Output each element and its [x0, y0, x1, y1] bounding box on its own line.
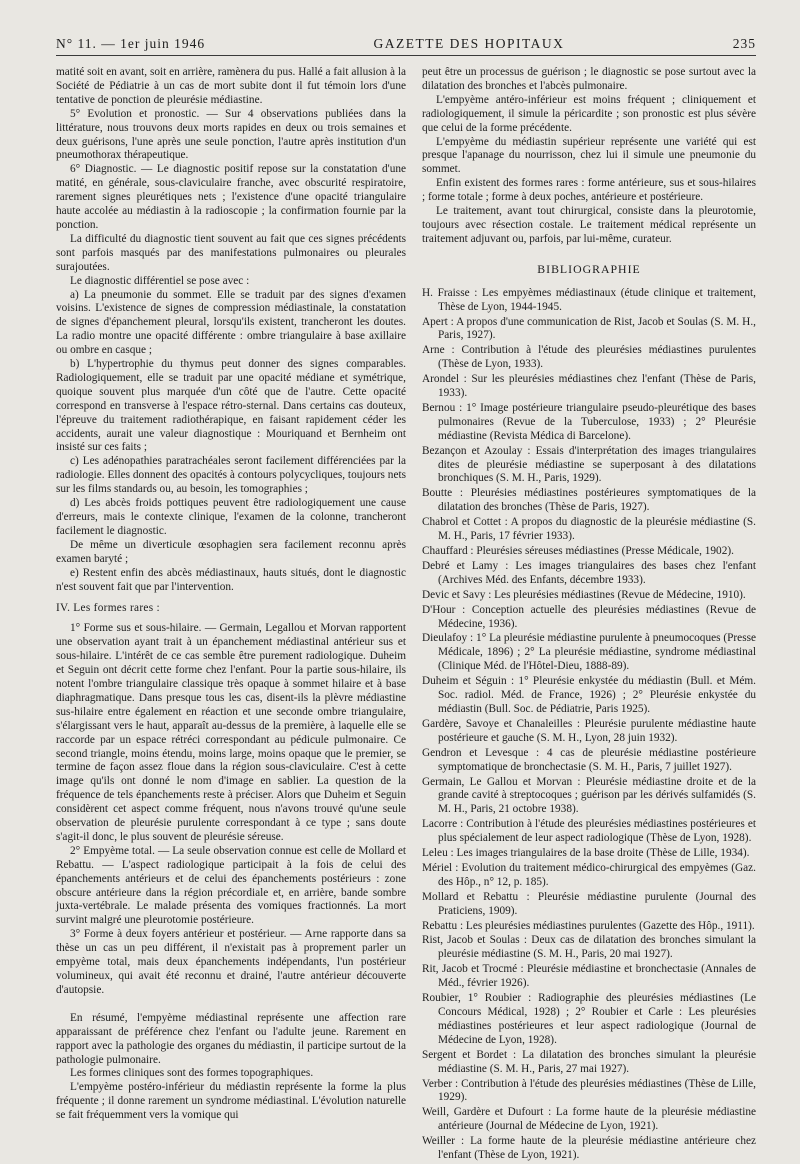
bibliography-list	[422, 287, 756, 1163]
bibliography-entry: Chauffard : Pleurésies séreuses médiastines (Presse Médicale, 1902).	[422, 545, 734, 557]
paragraph: 3° Forme à deux foyers antérieur et postérieur. — Arne rapporte dans sa thèse un cas un peu différent, il n'existait pas à proprement parler un empyème total, mais deux épanchements indépendants, l'un postérieur volumineux, qui avait été reconnu et drainé, l'autre antérieur découverte d'autopsie.	[56, 928, 406, 996]
right-column	[422, 66, 756, 1164]
bibliography-entry: Weiller : La forme haute de la pleurésie médiastine antérieure chez l'enfant (Thèse de Lyon, 1921).	[422, 1135, 756, 1162]
bibliography-entry: Gendron et Levesque : 4 cas de pleurésie médiastine postérieure symptomatique de bronchectasie (S. M. H., Paris, 7 juillet 1927).	[422, 746, 756, 773]
paragraph: a) La pneumonie du sommet. Elle se traduit par des signes d'examen voisins. L'existence de signes de compression médiastinale, la constatation de signes d'épanchement pleural, lorsqu'ils existent, trancheront les doutes. La radio montre une opacité différente : ombre triangulaire à base axillaire ou ombre en casque ;	[56, 288, 406, 357]
bibliography-entry: Weill, Gardère et Dufourt : La forme haute de la pleurésie médiastine antérieure (Journal de Médecine de Lyon, 1921).	[422, 1106, 756, 1133]
two-column-body	[56, 66, 756, 1162]
paragraph: e) Restent enfin des abcès médiastinaux, hauts situés, dont le diagnostic n'est souvent fait que par l'intervention.	[56, 566, 406, 593]
issue-date: N° 11. — 1er juin 1946	[56, 36, 206, 51]
paragraph: matité soit en avant, soit en arrière, ramènera du pus. Hallé a fait allusion à la Société de Pédiatrie à un cas de mort subite dont il fut témoin lors d'une tentative de ponction de pleurésie médiastine.	[56, 66, 406, 106]
bibliography-entry: Verber : Contribution à l'étude des pleurésies médiastines (Thèse de Lille, 1929).	[422, 1077, 756, 1104]
bibliography-entry: Bernou : 1° Image postérieure triangulaire pseudo-pleurétique des bases pulmonaires (Revue de la Tuberculose, 1933) ; 2° Pleurésie médiastine (Revista Médica di Barcelone).	[422, 401, 756, 442]
paragraph: La difficulté du diagnostic tient souvent au fait que ces signes précédents sont parfois masqués par des manifestations pulmonaires ou pleurales surajoutées.	[56, 232, 406, 273]
bibliography-entry: Apert : A propos d'une communication de Rist, Jacob et Soulas (S. M. H., Paris, 1927).	[422, 315, 756, 342]
bibliography-entry: Chabrol et Cottet : A propos du diagnostic de la pleurésie médiastine (S. M. H., Paris, 17 février 1933).	[422, 516, 756, 543]
journal-title: GAZETTE DES HOPITAUX	[373, 36, 565, 51]
bibliography-entry: Mériel : Evolution du traitement médico-chirurgical des empyèmes (Gaz. des Hôp., n° 12, p. 185).	[422, 861, 756, 888]
bibliography-entry: Arondel : Sur les pleurésies médiastines chez l'enfant (Thèse de Paris, 1933).	[422, 373, 756, 400]
bibliography-entry: Lacorre : Contribution à l'étude des pleurésies médiastines postérieures et plus spécialement de leur aspect radiologique (Thèse de Lyon, 1928).	[422, 818, 756, 845]
bibliography-entry: Roubier, 1° Roubier : Radiographie des pleurésies médiastines (Le Concours Médical, 1928) ; 2° Roubier et Carle : Les pleurésies médiastines postérieures et leur aspect radiologique (Journal de Médecine de Lyon, 1928).	[422, 992, 756, 1046]
bibliography-entry: H. Fraisse : Les empyèmes médiastinaux (étude clinique et traitement, Thèse de Lyon, 1944-1945.	[422, 286, 756, 313]
paragraph: L'empyème antéro-inférieur est moins fréquent ; cliniquement et radiologiquement, il simule la péricardite ; son pronostic est plus sévère que celui de la forme précédente.	[422, 93, 756, 134]
bibliography-entry: Sergent et Bordet : La dilatation des bronches simulant la pleurésie médiastine (S. M. H., Paris, 27 mai 1927).	[422, 1048, 756, 1075]
bibliography-entry: D'Hour : Conception actuelle des pleurésies médiastines (Revue de Médecine, 1936).	[422, 603, 756, 630]
paragraph: L'empyème du médiastin supérieur représente une variété qui est presque l'apanage du nourrisson, chez lui il simule une pneumonie du sommet.	[422, 135, 756, 176]
summary-paragraph: En résumé, l'empyème médiastinal représente une affection rare apparaissant de préférence chez l'enfant ou l'adulte jeune. Rarement en rapport avec la pathologie des organes du médiastin, il participe surtout de la pathologie pulmonaire.	[56, 1011, 406, 1066]
paragraph: 1° Forme sus et sous-hilaire. — Germain, Legallou et Morvan rapportent une observation ayant trait à un épanchement médiastinal antérieur sus et sous-hilaire. L'intérêt de ce cas semble être purement radiologique. Duheim et Seguin ont décrit cette forme chez l'enfant. Pour la partie sous-hilaire, ils notent l'ombre triangulaire classique très opaque à sommet hilaire et à base diaphragmatique. Dans presque tous les cas, disent-ils la plèvre médiastine sus-hilaire entre également en réaction et une seconde ombre triangulaire, s'élargissant vers le haut, apparaît au-dessus de la première, à laquelle elle se raccorde par un espace rétréci correspondant au pédicule pulmonaire. Ce second triangle, moins étendu, moins large, moins opaque que le premier, se termine de façon assez floue dans la région sous-claviculaire. C'est à cette image qu'ils ont donné le nom d'image en sablier. La question de la fréquence de tels épanchements reste à préciser. Alors que Duheim et Seguin considèrent cet aspect comme fréquent, nous n'avons trouvé qu'une seule observation de pleurésie purulente correspondant à ce type ; sans doute s'agit-il donc, le plus souvent de pleurésie séreuse.	[56, 622, 406, 843]
bibliography-entry: Mollard et Rebattu : Pleurésie médiastine purulente (Journal des Praticiens, 1909).	[422, 890, 756, 917]
bibliography-entry: Debré et Lamy : Les images triangulaires des bases chez l'enfant (Archives Méd. des Enfants, décembre 1933).	[422, 559, 756, 586]
paragraph: Le traitement, avant tout chirurgical, consiste dans la pleurotomie, toujours avec résection costale. Le traitement médical représente un traitement adjuvant ou, parfois, par lui-même, curateur.	[422, 205, 756, 245]
bibliography-entry: Devic et Savy : Les pleurésies médiastines (Revue de Médecine, 1910).	[422, 588, 746, 601]
bibliography-entry: Leleu : Les images triangulaires de la base droite (Thèse de Lille, 1934).	[422, 847, 750, 860]
paragraph: c) Les adénopathies paratrachéales seront facilement différenciées par la radiologie. Elles donnent des opacités à contours polycycliques, toujours nets sur les films standards ou, au besoin, les tomographies ;	[56, 455, 406, 496]
paragraph: Le diagnostic différentiel se pose avec :	[70, 274, 250, 287]
bibliography-entry: Duheim et Séguin : 1° Pleurésie enkystée du médiastin (Bull. et Mém. Soc. radiol. Méd. de France, 1926) ; 2° Pleurésie enkystée du médiastin (Bull. Soc. de Pédiatrie, Paris 1925).	[422, 675, 756, 715]
bibliography-entry: Rebattu : Les pleurésies médiastines purulentes (Gazette des Hôp., 1911).	[422, 919, 755, 932]
paragraph: peut être un processus de guérison ; le diagnostic se pose surtout avec la dilatation des bronches et l'abcès pulmonaire.	[422, 66, 756, 92]
paragraph: 2° Empyème total. — La seule observation connue est celle de Mollard et Rebattu. — L'aspect radiologique participait à la fois de celui des épanchements antérieurs et de celui des épanchements postérieurs : zone obscure antérieure dans la région précordiale et, en arrière, bande sombre juxta-vertébrale. Le malade présenta des vomiques fractionnés. La mort survint malgré une pleurotomie postérieure.	[56, 844, 406, 927]
paragraph: De même un diverticule œsophagien sera facilement reconnu après examen baryté ;	[56, 538, 406, 565]
bibliography-entry: Arne : Contribution à l'étude des pleurésies médiastines purulentes (Thèse de Lyon, 1933).	[422, 344, 756, 371]
section-heading: IV. Les formes rares :	[56, 602, 160, 615]
summary-paragraph: L'empyème postéro-inférieur du médiastin représente la forme la plus fréquente ; il donne rarement un syndrome médiastinal. L'évolution naturelle se fait fréquemment vers la vomique qui	[56, 1081, 406, 1122]
summary-paragraph: Les formes cliniques sont des formes topographiques.	[70, 1067, 314, 1080]
bibliography-heading: BIBLIOGRAPHIE	[537, 261, 641, 276]
paragraph: 5° Evolution et pronostic. — Sur 4 observations publiées dans la littérature, nous trouvons deux morts rapides en deux ou trois semaines et deux guérisons, l'une après une seule ponction, l'autre après institution d'un pneumothorax thérapeutique.	[56, 107, 406, 162]
running-header	[56, 36, 756, 56]
paragraph: b) L'hypertrophie du thymus peut donner des signes comparables. Radiologiquement, elle se traduit par une opacité médiane et symétrique, quoique souvent plus marquée d'un côté que de l'autre. Cette opacité correspond en transverse à l'espace rétro-sternal. Dans certains cas douteux, l'épreuve du traitement radiothérapique, en faisant rapidement céder les accidents, aurait une valeur diagnostique : Mouriquand et Bernheim ont insisté sur ces faits ;	[56, 358, 406, 454]
paragraph: Enfin existent des formes rares : forme antérieure, sus et sous-hilaires ; forme totale ; forme à deux poches, antérieure et postérieure.	[422, 177, 756, 204]
bibliography-entry: Bezançon et Azoulay : Essais d'interprétation des images triangulaires dites de pleurésie médiastine se superposant à des dilatations bronchiques (S. M. H., Paris, 1929).	[422, 444, 756, 485]
page-number: 235	[732, 36, 756, 51]
bibliography-entry: Dieulafoy : 1° La pleurésie médiastine purulente à pneumocoques (Presse Médicale, 1896) ; 2° La pleurésie médiastine, syndrome médiastinal (Clinique Méd. de l'Hôtel-Dieu, 1888-89).	[422, 632, 756, 673]
paragraph: 6° Diagnostic. — Le diagnostic positif repose sur la constatation d'une matité, en générale, sous-claviculaire franche, avec obscurité respiratoire, rarement signes pleurétiques nets ; l'existence d'une opacité triangulaire haute accolée au médiastin à la radioscopie ; la confirmation fournie par la ponction.	[56, 163, 406, 231]
bibliography-entry: Boutte : Pleurésies médiastines postérieures symptomatiques de la dilatation des bronches (Thèse de Paris, 1927).	[422, 487, 756, 514]
bibliography-entry: Rit, Jacob et Trocmé : Pleurésie médiastine et bronchectasie (Annales de Méd., février 1926).	[422, 963, 756, 990]
bibliography-entry: Gardère, Savoye et Chanaleilles : Pleurésie purulente médiastine haute postérieure et gauche (S. M. H., Lyon, 28 juin 1932).	[422, 717, 756, 744]
bibliography-entry: Rist, Jacob et Soulas : Deux cas de dilatation des bronches simulant la pleurésie médiastine (S. M. H., Paris, 20 mai 1927).	[422, 934, 756, 961]
paragraph: d) Les abcès froids pottiques peuvent être radiologiquement une cause d'erreurs, mais le contexte clinique, l'examen de la colonne, trancheront facilement le diagnostic.	[56, 497, 406, 537]
bibliography-entry: Germain, Le Gallou et Morvan : Pleurésie médiastine droite et de la grande cavité à streptocoques ; guérison par les dérivés sulfamidés (S. M. H., Paris, 21 octobre 1938).	[422, 775, 756, 816]
left-column	[56, 66, 406, 1123]
